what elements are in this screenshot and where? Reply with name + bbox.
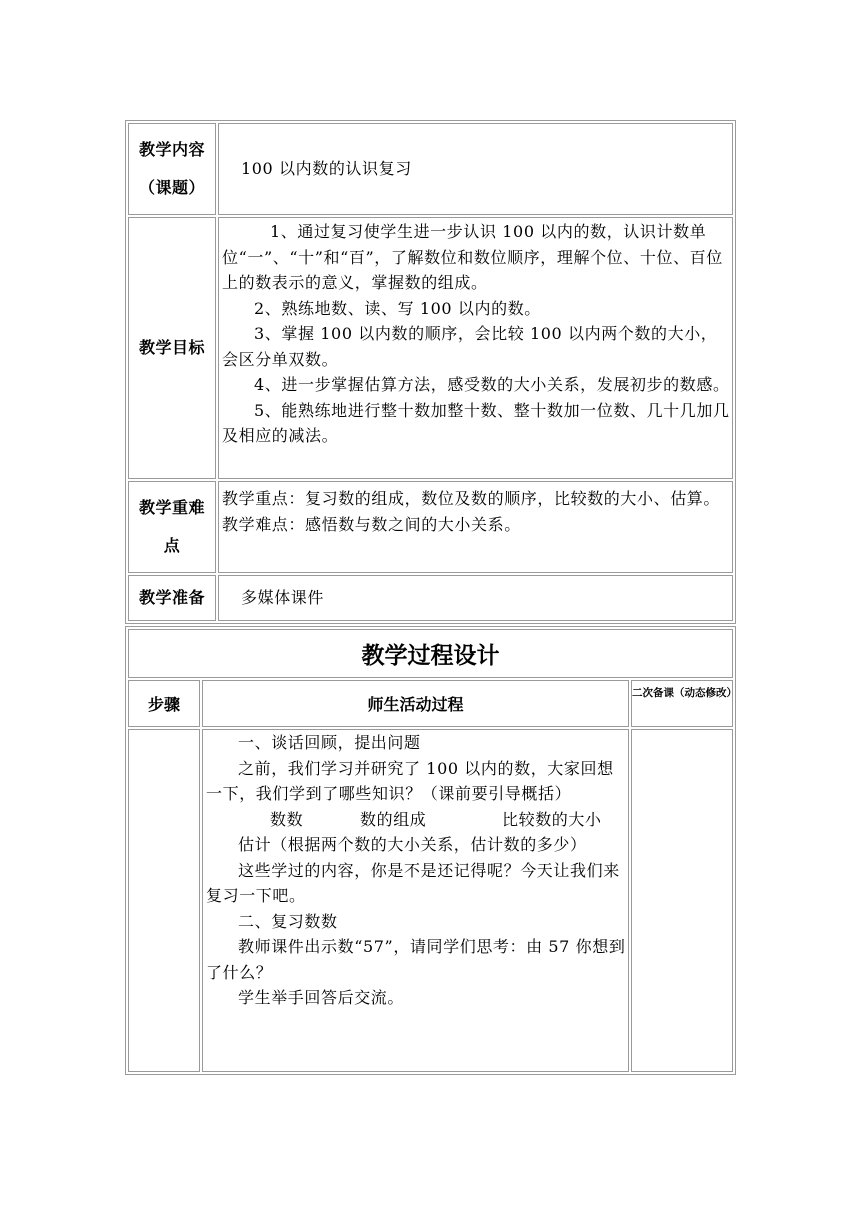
goals-cell bbox=[218, 217, 733, 479]
content-value-cell bbox=[218, 123, 733, 215]
preparation-label: 教学准备 bbox=[128, 575, 216, 621]
activity-paragraph: 估计（根据两个数的大小关系，估计数的多少） bbox=[238, 835, 587, 854]
goals-label: 教学目标 bbox=[128, 217, 216, 479]
step-header: 步骤 bbox=[128, 680, 200, 727]
activity-cell bbox=[202, 729, 629, 1072]
preparation-value: 多媒体课件 bbox=[241, 588, 325, 608]
notes-header: 二次备课（动态修改） bbox=[631, 680, 733, 727]
activity-paragraph: 学生举手回答后交流。 bbox=[238, 988, 405, 1007]
knowledge-item: 数的组成 bbox=[360, 809, 427, 829]
key-points-row bbox=[128, 481, 733, 573]
process-title: 教学过程设计 bbox=[128, 629, 733, 678]
key-points-label bbox=[128, 481, 216, 573]
key-points-label-line1: 教学重难 bbox=[138, 498, 205, 517]
content-label bbox=[128, 123, 216, 215]
teaching-focus: 教学重点：复习数的组成，数位及数的顺序，比较数的大小、估算。 bbox=[222, 489, 721, 508]
lesson-info-table bbox=[125, 120, 736, 624]
preparation-row bbox=[128, 575, 733, 621]
notes-cell bbox=[631, 729, 733, 1072]
process-body-row bbox=[128, 729, 733, 1072]
knowledge-item: 数数 bbox=[270, 809, 304, 829]
goals-row bbox=[128, 217, 733, 479]
activity-header: 师生活动过程 bbox=[202, 680, 629, 727]
goal-item: 2、熟练地数、读、写 100 以内的数。 bbox=[254, 298, 541, 318]
process-table bbox=[125, 626, 736, 1075]
teaching-difficulty: 教学难点：感悟数与数之间的大小关系。 bbox=[222, 514, 521, 534]
lesson-plan-sheet bbox=[125, 120, 736, 1075]
goal-item: 1、通过复习使学生进一步认识 100 以内的数，认识计数单位“一”、“十”和“百”，了解数位和数位顺序，理解个位、十位、百位上的数表示的意义，掌握数的组成。 bbox=[222, 222, 723, 292]
activity-paragraph: 教师课件出示数“57”，请同学们思考：由 57 你想到了什么？ bbox=[206, 937, 626, 982]
section-heading: 二、复习数数 bbox=[238, 911, 338, 931]
content-label-line2: （课题） bbox=[138, 178, 205, 197]
goal-item: 4、进一步掌握估算方法，感受数的大小关系，发展初步的数感。 bbox=[254, 375, 730, 394]
key-points-cell bbox=[218, 481, 733, 573]
section-heading: 一、谈话回顾，提出问题 bbox=[238, 733, 421, 752]
key-points-label-line2: 点 bbox=[163, 536, 181, 555]
content-row bbox=[128, 123, 733, 215]
lesson-topic: 100 以内数的认识复习 bbox=[241, 159, 412, 179]
process-header-row bbox=[128, 680, 733, 727]
knowledge-list bbox=[206, 807, 626, 833]
activity-paragraph: 之前，我们学习并研究了 100 以内的数，大家回想一下，我们学到了哪些知识？（课前要引导概括） bbox=[206, 758, 614, 803]
goal-item: 3、掌握 100 以内数的顺序，会比较 100 以内两个数的大小，会区分单双数。 bbox=[222, 324, 718, 369]
step-cell bbox=[128, 729, 200, 1072]
preparation-cell bbox=[218, 575, 733, 621]
content-label-line1: 教学内容 bbox=[138, 140, 205, 159]
activity-paragraph: 这些学过的内容，你是不是还记得呢？今天让我们来复习一下吧。 bbox=[206, 860, 620, 905]
goal-item: 5、能熟练地进行整十数加整十数、整十数加一位数、几十几加几及相应的减法。 bbox=[222, 400, 730, 445]
process-title-row bbox=[128, 629, 733, 678]
knowledge-item: 比较数的大小 bbox=[502, 809, 602, 829]
